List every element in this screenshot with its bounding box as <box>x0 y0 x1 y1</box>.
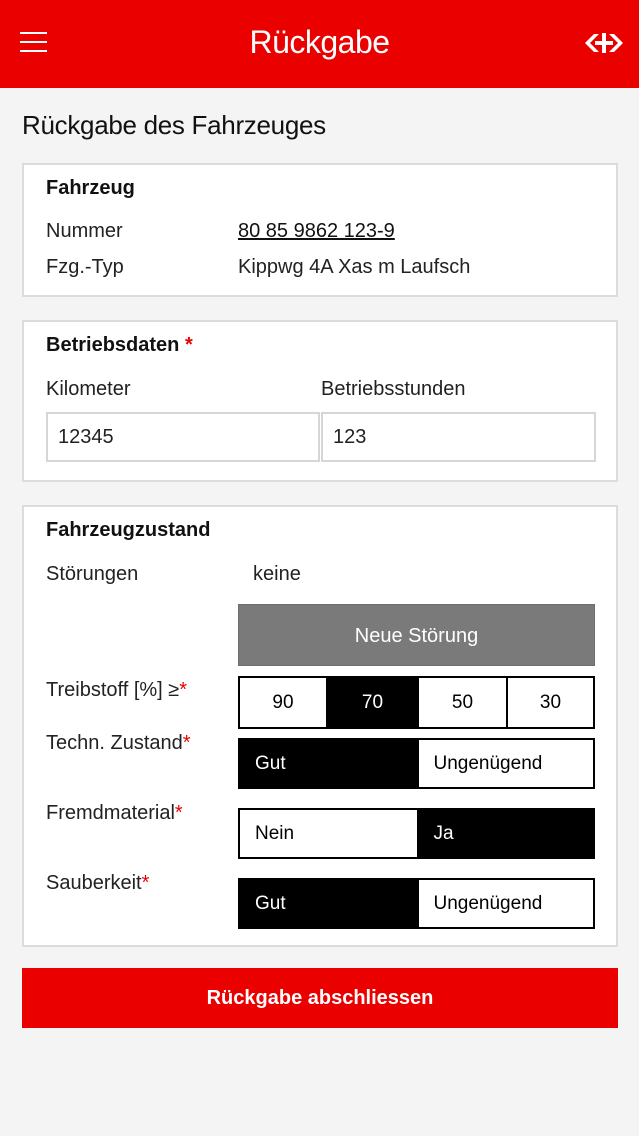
vehicle-number-label: Nummer <box>46 220 123 242</box>
cleanliness-option-good[interactable]: Gut <box>240 880 417 927</box>
kilometer-input[interactable] <box>46 412 320 462</box>
vehicle-card <box>22 163 618 297</box>
kilometer-label: Kilometer <box>46 378 131 400</box>
complete-return-button[interactable]: Rückgabe abschliessen <box>22 968 618 1028</box>
fuel-label-text: Treibstoff [%] ≥ <box>46 679 180 701</box>
required-marker: * <box>179 679 188 701</box>
vehicle-condition-title: Fahrzeugzustand <box>46 519 211 541</box>
required-marker: * <box>174 802 183 824</box>
vehicle-type-value: Kippwg 4A Xas m Laufsch <box>238 256 471 278</box>
vehicle-number-link[interactable]: 80 85 9862 123-9 <box>238 220 395 242</box>
faults-label: Störungen <box>46 563 139 585</box>
faults-value: keine <box>253 563 301 585</box>
sbb-logo-icon <box>585 31 623 55</box>
required-marker: * <box>141 872 150 894</box>
cleanliness-segmented-control <box>238 878 595 929</box>
tech-condition-segmented-control <box>238 738 595 789</box>
operating-data-title-text: Betriebsdaten <box>46 334 180 356</box>
app-title: Rückgabe <box>249 24 390 60</box>
vehicle-card-title: Fahrzeug <box>46 177 135 199</box>
foreign-material-label-text: Fremdmaterial <box>46 802 175 824</box>
tech-condition-option-good[interactable]: Gut <box>240 740 417 787</box>
vehicle-type-label: Fzg.-Typ <box>46 256 124 278</box>
fuel-option-30[interactable]: 30 <box>506 678 593 727</box>
operating-data-card <box>22 320 618 482</box>
vehicle-condition-card <box>22 505 618 947</box>
new-fault-button[interactable]: Neue Störung <box>238 604 595 666</box>
top-app-bar <box>0 0 639 88</box>
page-title: Rückgabe des Fahrzeuges <box>22 110 326 140</box>
foreign-material-label <box>46 802 183 825</box>
fuel-segmented-control <box>238 676 595 729</box>
operating-hours-input[interactable] <box>321 412 596 462</box>
cleanliness-label-text: Sauberkeit <box>46 872 142 894</box>
operating-data-title <box>46 334 193 357</box>
tech-condition-option-insufficient[interactable]: Ungenügend <box>417 740 594 787</box>
cleanliness-label <box>46 872 149 895</box>
foreign-material-option-yes[interactable]: Ja <box>417 810 594 857</box>
foreign-material-segmented-control <box>238 808 595 859</box>
required-marker: * <box>184 334 193 356</box>
tech-condition-label <box>46 732 191 755</box>
operating-hours-label: Betriebsstunden <box>321 378 466 400</box>
fuel-label <box>46 679 187 702</box>
tech-condition-label-text: Techn. Zustand <box>46 732 183 754</box>
required-marker: * <box>182 732 191 754</box>
fuel-option-70[interactable]: 70 <box>326 678 417 727</box>
foreign-material-option-no[interactable]: Nein <box>255 822 295 844</box>
cleanliness-option-insufficient[interactable]: Ungenügend <box>417 880 594 927</box>
fuel-option-50[interactable]: 50 <box>417 678 506 727</box>
fuel-option-90[interactable]: 90 <box>272 691 294 713</box>
